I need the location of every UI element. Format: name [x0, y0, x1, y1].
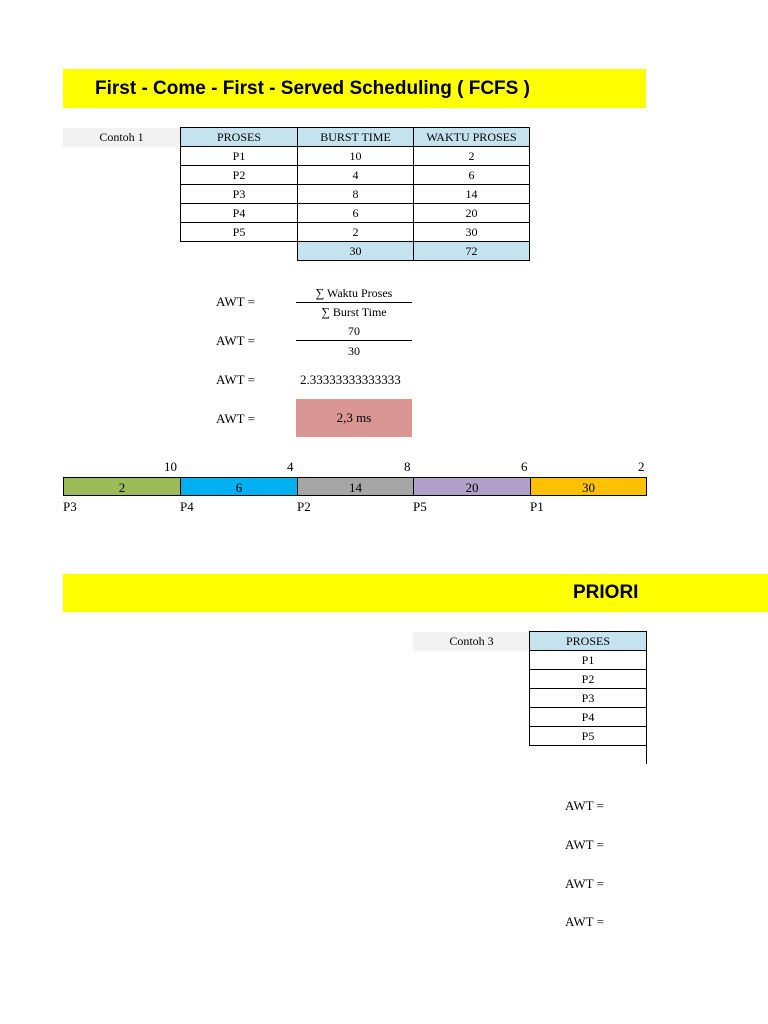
gantt-process-label: P3 — [63, 499, 77, 514]
cell-burst: 6 — [298, 204, 414, 223]
cell-process: P5 — [530, 727, 647, 746]
gantt-top-number: 8 — [404, 459, 411, 474]
table-row — [181, 223, 530, 242]
table-row — [181, 166, 530, 185]
cell-process: P4 — [530, 708, 647, 727]
cell-process: P3 — [181, 185, 298, 204]
awt-result: 2,3 ms — [336, 410, 372, 425]
gantt-process-label: P5 — [413, 499, 427, 514]
gantt-segment — [63, 477, 180, 496]
fcfs-title: First - Come - First - Served Scheduling ( FCFS ) — [95, 78, 530, 99]
cell-process: P2 — [530, 670, 647, 689]
example-3-label: Contoh 3 — [413, 632, 530, 651]
gantt-process-label: P4 — [180, 499, 194, 514]
header-burst-time: BURST TIME — [298, 128, 414, 147]
table-row — [181, 185, 530, 204]
table-row — [530, 689, 647, 708]
header-waktu-proses: WAKTU PROSES — [414, 128, 530, 147]
cell-process: P1 — [181, 147, 298, 166]
table-row — [530, 727, 647, 746]
table-row — [530, 651, 647, 670]
cell-waktu: 2 — [414, 147, 530, 166]
header-proses: PROSES — [530, 632, 647, 651]
gantt-segment — [297, 477, 413, 496]
table-total-row — [530, 746, 647, 765]
priority-awt-label-4: AWT = — [565, 914, 604, 929]
total-burst: 30 — [298, 242, 414, 261]
gantt-process-label: P2 — [297, 499, 311, 514]
cell-process: P1 — [530, 651, 647, 670]
priority-title-banner — [63, 574, 768, 612]
cell-process: P3 — [530, 689, 647, 708]
fraction-line-2 — [296, 340, 412, 341]
example-1-label: Contoh 1 — [63, 128, 180, 147]
cell-burst: 2 — [298, 223, 414, 242]
priority-title: PRIORI — [573, 582, 639, 603]
gantt-top-number: 6 — [521, 459, 528, 474]
fcfs-process-table — [180, 127, 530, 261]
gantt-segment — [413, 477, 530, 496]
gantt-segment-value: 20 — [465, 480, 479, 495]
awt-result-box — [296, 399, 412, 437]
gantt-top-number: 4 — [287, 459, 294, 474]
gantt-segment-value: 6 — [235, 480, 243, 495]
formula-numerator: ∑ Waktu Proses — [315, 286, 393, 300]
gantt-segment-value: 2 — [118, 480, 126, 495]
gantt-segment — [530, 477, 647, 496]
priority-awt-label-3: AWT = — [565, 876, 604, 891]
fraction-line-1 — [296, 302, 412, 303]
table-row — [530, 708, 647, 727]
gantt-segment-value: 14 — [349, 480, 362, 495]
gantt-segment-value: 30 — [582, 480, 595, 495]
table-header-row — [530, 632, 647, 651]
priority-awt-label-1: AWT = — [565, 798, 604, 813]
cell-burst: 8 — [298, 185, 414, 204]
table-header-row — [181, 128, 530, 147]
cell-waktu: 14 — [414, 185, 530, 204]
cell-process: P4 — [181, 204, 298, 223]
gantt-top-number: 2 — [638, 459, 645, 474]
awt-label-4: AWT = — [216, 411, 255, 426]
table-row — [181, 147, 530, 166]
cell-empty — [530, 746, 647, 765]
cell-process: P2 — [181, 166, 298, 185]
table-row — [530, 670, 647, 689]
gantt-segment — [180, 477, 297, 496]
cell-waktu: 20 — [414, 204, 530, 223]
priority-process-table — [529, 631, 647, 764]
awt-label-2: AWT = — [216, 333, 255, 348]
cell-process: P5 — [181, 223, 298, 242]
gantt-process-label: P1 — [530, 499, 544, 514]
gantt-top-number: 10 — [164, 459, 177, 474]
raw-result: 2.33333333333333 — [300, 372, 401, 387]
cell-waktu: 30 — [414, 223, 530, 242]
awt-label-3: AWT = — [216, 372, 255, 387]
value-denominator: 30 — [348, 344, 360, 358]
formula-denominator: ∑ Burst Time — [321, 305, 387, 319]
awt-label-1: AWT = — [216, 294, 255, 309]
value-numerator: 70 — [348, 324, 360, 338]
table-row — [181, 204, 530, 223]
header-proses: PROSES — [181, 128, 298, 147]
cell-burst: 4 — [298, 166, 414, 185]
priority-awt-label-2: AWT = — [565, 837, 604, 852]
fcfs-title-banner — [63, 69, 646, 108]
cell-burst: 10 — [298, 147, 414, 166]
cell-empty — [181, 242, 298, 261]
total-waktu: 72 — [414, 242, 530, 261]
table-total-row — [181, 242, 530, 261]
cell-waktu: 6 — [414, 166, 530, 185]
